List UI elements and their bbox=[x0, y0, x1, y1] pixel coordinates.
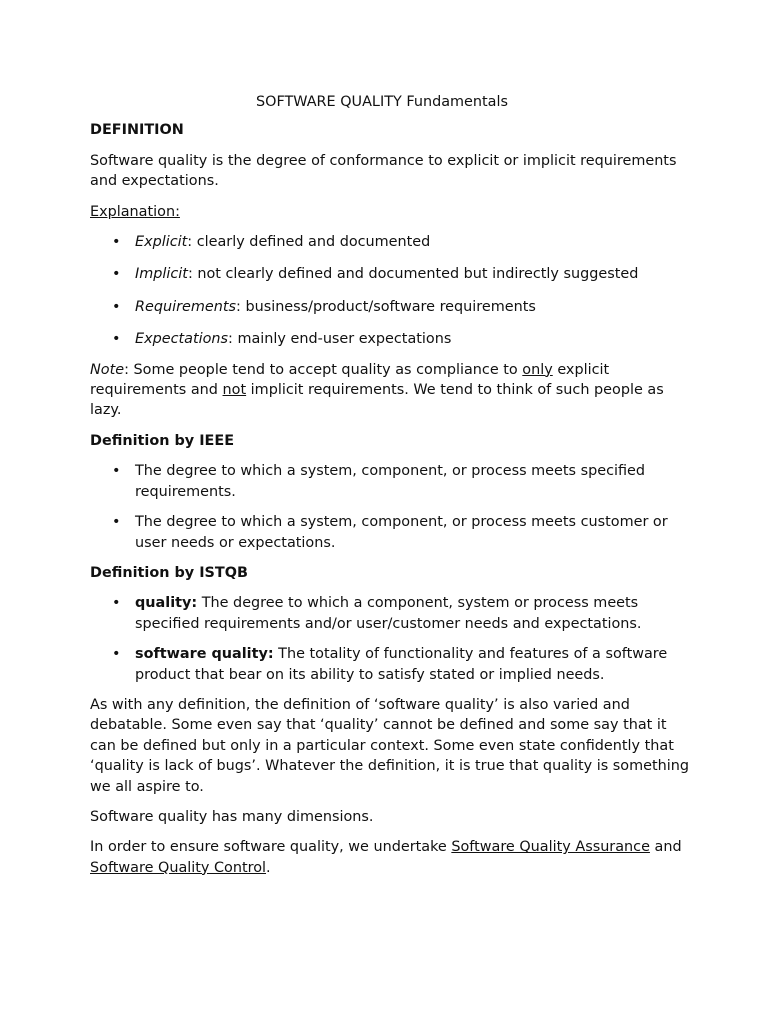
bullet-icon: • bbox=[112, 266, 121, 283]
explanation-term: Implicit bbox=[135, 266, 188, 283]
sqa-link[interactable]: Software Quality Assurance bbox=[451, 839, 650, 856]
istqb-term: quality: bbox=[135, 595, 198, 612]
list-item bbox=[90, 593, 690, 634]
explanation-list bbox=[90, 232, 690, 350]
list-item bbox=[90, 297, 690, 317]
istqb-text: The degree to which a component, system or process meets specified requirements and/or user/customer needs and expectations. bbox=[135, 595, 642, 632]
note-label: Note bbox=[90, 361, 125, 378]
ieee-heading: Definition by IEEE bbox=[90, 432, 235, 449]
list-item bbox=[90, 264, 690, 284]
note-paragraph bbox=[90, 360, 690, 421]
list-item bbox=[90, 644, 690, 685]
definition-heading: DEFINITION bbox=[90, 122, 184, 139]
explanation-text: : business/product/software requirements bbox=[236, 298, 536, 315]
explanation-text: : mainly end-user expectations bbox=[228, 331, 452, 348]
note-text: explicit requirements and bbox=[90, 361, 610, 399]
document-title: SOFTWARE QUALITY Fundamentals bbox=[256, 94, 508, 110]
note-emphasis-not: not bbox=[222, 382, 247, 399]
istqb-heading: Definition by ISTQB bbox=[90, 564, 248, 581]
ieee-list bbox=[90, 461, 690, 553]
closing-paragraph bbox=[90, 837, 690, 878]
dimensions-paragraph: Software quality has many dimensions. bbox=[90, 808, 374, 825]
explanation-term: Requirements bbox=[135, 298, 237, 315]
list-item bbox=[90, 512, 690, 553]
bullet-icon: • bbox=[112, 298, 121, 315]
closing-text: . bbox=[266, 859, 271, 876]
bullet-icon: • bbox=[112, 646, 121, 663]
explanation-term: Expectations bbox=[135, 331, 229, 348]
list-item bbox=[90, 329, 690, 349]
bullet-icon: • bbox=[112, 595, 121, 612]
note-text: implicit requirements. We tend to think of such people as lazy. bbox=[90, 382, 664, 419]
closing-text: and bbox=[649, 839, 682, 856]
explanation-label: Explanation: bbox=[90, 203, 180, 220]
debate-paragraph: As with any definition, the definition of ‘software quality’ is also varied and debatable. Some even say that ‘quality’ cannot be defined and some say that it can be defined but only in a particular context. Some even state confidently that ‘quality is lack of bugs’. Whatever the definition, it is true that quality is something we all aspire to. bbox=[90, 696, 689, 795]
istqb-list bbox=[90, 593, 690, 685]
note-text: : Some people tend to accept quality as compliance to bbox=[124, 361, 523, 378]
list-item bbox=[90, 461, 690, 502]
bullet-icon: • bbox=[112, 234, 121, 251]
explanation-term: Explicit bbox=[135, 234, 188, 251]
explanation-text: : not clearly defined and documented but indirectly suggested bbox=[187, 266, 639, 283]
definition-paragraph: Software quality is the degree of conformance to explicit or implicit requirements and expectations. bbox=[90, 152, 677, 190]
ieee-item-text: The degree to which a system, component, or process meets customer or user needs or expectations. bbox=[135, 514, 668, 551]
explanation-text: : clearly defined and documented bbox=[187, 234, 431, 251]
bullet-icon: • bbox=[112, 514, 121, 531]
istqb-term: software quality: bbox=[135, 646, 274, 663]
ieee-item-text: The degree to which a system, component, or process meets specified requirements. bbox=[135, 463, 646, 500]
note-emphasis-only: only bbox=[522, 361, 553, 378]
istqb-text: The totality of functionality and features of a software product that bear on its ability to satisfy stated or implied needs. bbox=[135, 646, 668, 683]
list-item bbox=[90, 232, 690, 252]
closing-text: In order to ensure software quality, we undertake bbox=[90, 839, 452, 856]
bullet-icon: • bbox=[112, 463, 121, 480]
document-page bbox=[90, 92, 690, 888]
bullet-icon: • bbox=[112, 331, 121, 348]
sqc-link[interactable]: Software Quality Control bbox=[90, 859, 267, 876]
